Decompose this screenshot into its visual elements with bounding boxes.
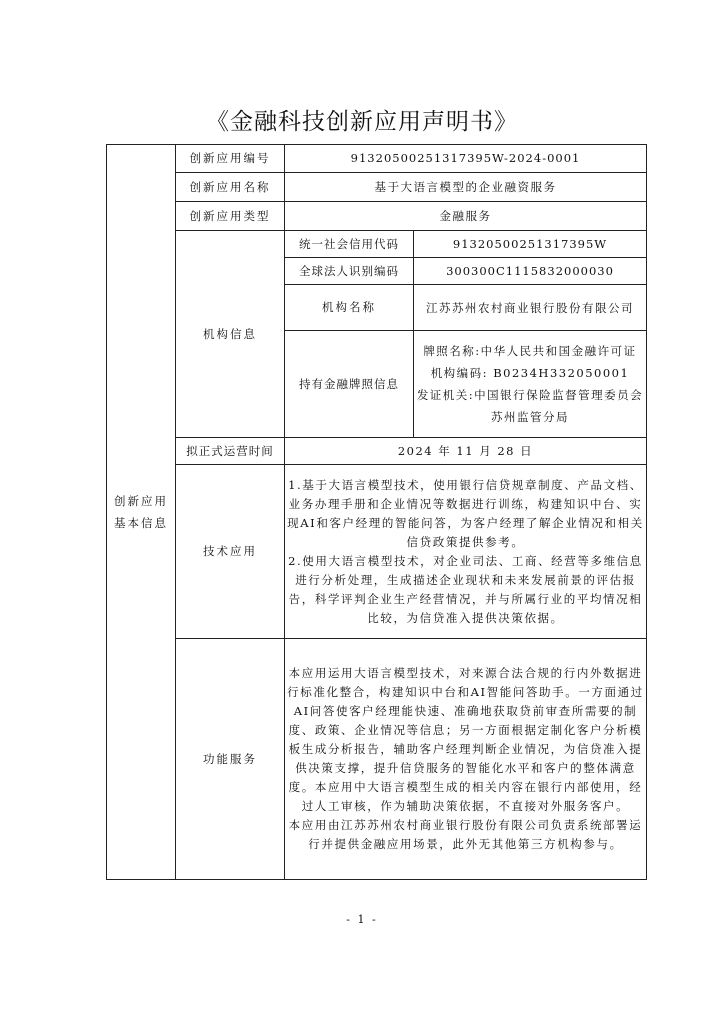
license-name: 牌照名称:中华人民共和国金融许可证	[423, 344, 637, 358]
app-type-label: 创新应用类型	[176, 202, 285, 231]
tech-application-label: 技术应用	[176, 465, 285, 639]
institution-label: 机构信息	[176, 231, 285, 438]
tech-item-1: 1.基于大语言模型技术，使用银行信贷规章制度、产品文档、业务办理手册和企业情况等数据进行训练，构建知识中台、实现AI和客户经理的智能问答，为客户经理了解企业情况和相关信贷政策提供参考。	[287, 477, 644, 549]
launch-date-label: 拟正式运营时间	[176, 438, 285, 465]
app-type-value: 金融服务	[285, 202, 647, 231]
tech-item-2: 2.使用大语言模型技术，对企业司法、工商、经营等多维信息进行分析处理，生成描述企业现状和未来发展前景的评估报告，科学评判企业生产经营情况，并与所属行业的平均情况相比较，为信贷准入提供决策依据。	[288, 553, 643, 625]
institution-name-label: 机构名称	[285, 285, 414, 331]
license-org-code: 机构编码: B0234H332050001	[430, 366, 630, 380]
institution-name-value: 江苏苏州农村商业银行股份有限公司	[414, 285, 647, 331]
function-service-label: 功能服务	[176, 639, 285, 880]
lei-value: 300300C1115832000030	[414, 258, 647, 285]
app-name-label: 创新应用名称	[176, 173, 285, 202]
launch-date-value: 2024 年 11 月 28 日	[285, 438, 647, 465]
page-number: - 1 -	[346, 913, 378, 926]
app-name-value: 基于大语言模型的企业融资服务	[285, 173, 647, 202]
tech-application-content	[285, 465, 647, 639]
page-title: 《金融科技创新应用声明书》	[206, 109, 518, 135]
license-info	[414, 331, 647, 438]
section-label: 创新应用 基本信息	[107, 145, 176, 880]
credit-code-value: 91320500251317395W	[414, 231, 647, 258]
function-para-1: 本应用运用大语言模型技术，对来源合法合规的行内外数据进行标准化整合，构建知识中台和AI智能问答助手。一方面通过AI问答使客户经理能快速、准确地获取贷前审查所需要的制度、政策、企业情况等信息；另一方面根据定制化客户分析模板生成分析报告，辅助客户经理判断企业情况，为信贷准入提供决策支撑，提升信贷服务的智能化水平和客户的整体满意度。本应用中大语言模型生成的相关内容在银行内部使用，经过人工审核，作为辅助决策依据，不直接对外服务客户。	[287, 666, 644, 813]
license-issuer: 发证机关:中国银行保险监督管理委员会苏州监管分局	[416, 388, 644, 424]
app-number-value: 91320500251317395W-2024-0001	[285, 145, 647, 173]
credit-code-label: 统一社会信用代码	[285, 231, 414, 258]
function-service-content	[285, 639, 647, 880]
declaration-table	[106, 144, 647, 880]
lei-label: 全球法人识别编码	[285, 258, 414, 285]
license-label: 持有金融牌照信息	[285, 331, 414, 438]
app-number-label: 创新应用编号	[176, 145, 285, 173]
function-para-2: 本应用由江苏苏州农村商业银行股份有限公司负责系统部署运行并提供金融应用场景，此外无其他第三方机构参与。	[288, 818, 643, 851]
